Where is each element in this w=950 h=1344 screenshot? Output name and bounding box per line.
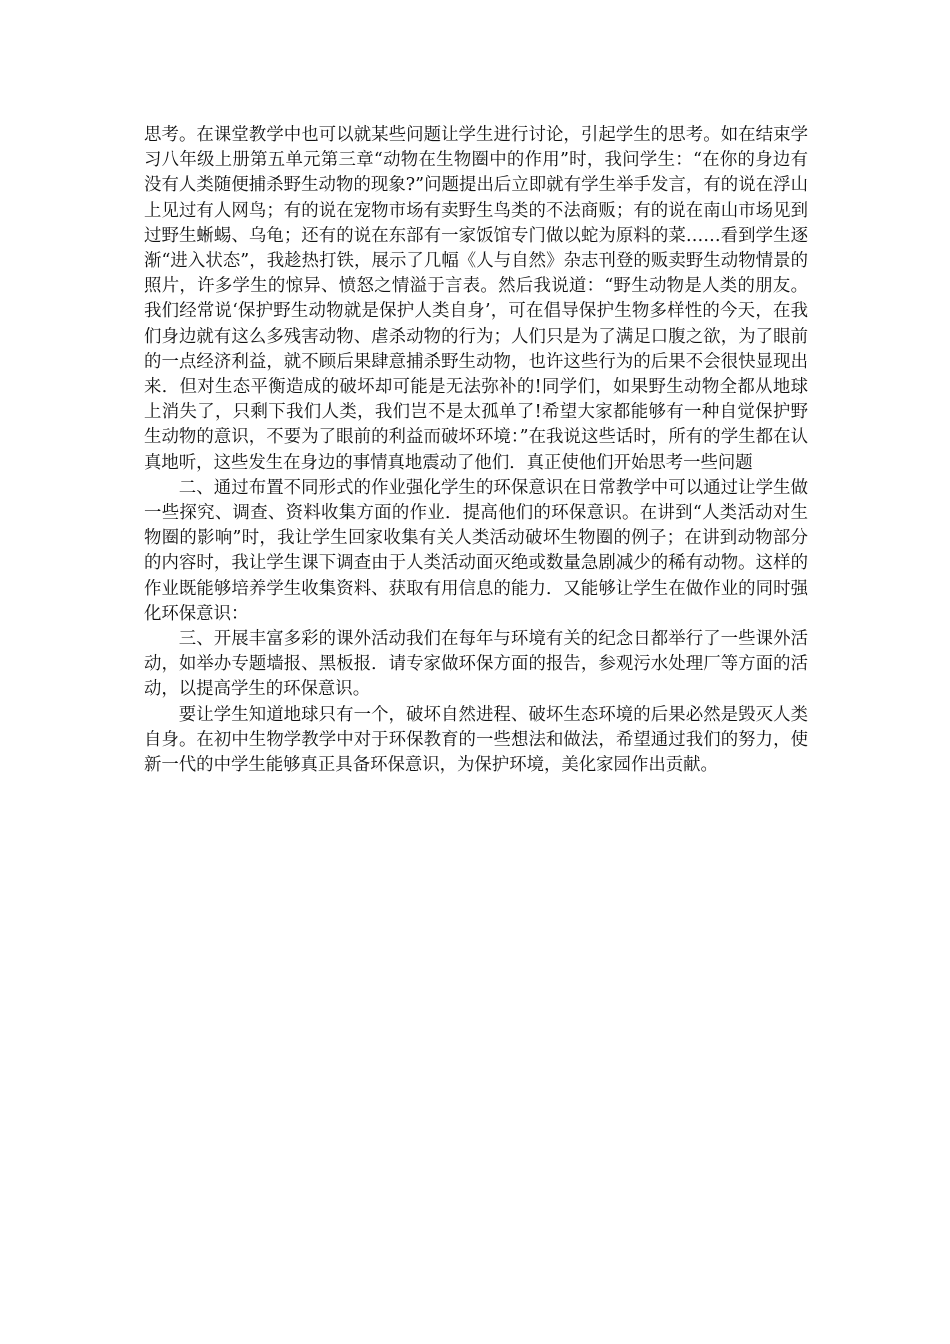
article-body [144, 123, 808, 778]
paragraph-conclusion: 要让学生知道地球只有一个，破坏自然进程、破坏生态环境的后果必然是毁灭人类自身。在初中生物学教学中对于环保教育的一些想法和做法，希望通过我们的努力，使新一代的中学生能够真正具备环保意识，为保护环境，美化家园作出贡献。 [144, 704, 808, 776]
paragraph-section-three-activities: 三、开展丰富多彩的课外活动我们在每年与环境有关的纪念日都举行了一些课外活动，如举办专题墙报、黑板报．请专家做环保方面的报告，参观污水处理厂等方面的活动，以提高学生的环保意识。 [144, 629, 808, 700]
paragraph-discussion-continued: 思考。在课堂教学中也可以就某些问题让学生进行讨论，引起学生的思考。如在结束学习八年级上册第五单元第三章“动物在生物圈中的作用”时，我问学生：“在你的身边有没有人类随便捕杀野生动物的现象?”问题提出后立即就有学生举手发言，有的说在浮山上见过有人网鸟；有的说在宠物市场有卖野生鸟类的不法商贩；有的说在南山市场见到过野生蜥蜴、乌龟；还有的说在东部有一家饭馆专门做以蛇为原料的菜……看到学生逐渐“进入状态”，我趁热打铁，展示了几幅《人与自然》杂志刊登的贩卖野生动物情景的照片，许多学生的惊异、愤怒之情溢于言表。然后我说道：“野生动物是人类的朋友。我们经常说‘保护野生动物就是保护人类自身’，可在倡导保护生物多样性的今天，在我们身边就有这么多残害动物、虐杀动物的行为；人们只是为了满足口腹之欲，为了眼前的一点经济利益，就不顾后果肆意捕杀野生动物，也许这些行为的后果不会很快显现出来．但对生态平衡造成的破坏却可能是无法弥补的!同学们，如果野生动物全都从地球上消失了，只剩下我们人类，我们岂不是太孤单了!希望大家都能够有一种自觉保护野生动物的意识，不要为了眼前的利益而破坏环境：”在我说这些话时，所有的学生都在认真地听，这些发生在身边的事情真地震动了他们．真正使他们开始思考一些问题 [144, 125, 808, 473]
paragraph-section-two-homework: 二、通过布置不同形式的作业强化学生的环保意识在日常教学中可以通过让学生做一些探究、调查、资料收集方面的作业．提高他们的环保意识。在讲到“人类活动对生物圈的影响”时，我让学生回家收集有关人类活动破坏生物圈的例子；在讲到动物部分的内容时，我让学生课下调查由于人类活动面灭绝或数量急剧减少的稀有动物。这样的作业既能够培养学生收集资料、获取有用信息的能力．又能够让学生在做作业的同时强化环保意识： [144, 477, 808, 624]
